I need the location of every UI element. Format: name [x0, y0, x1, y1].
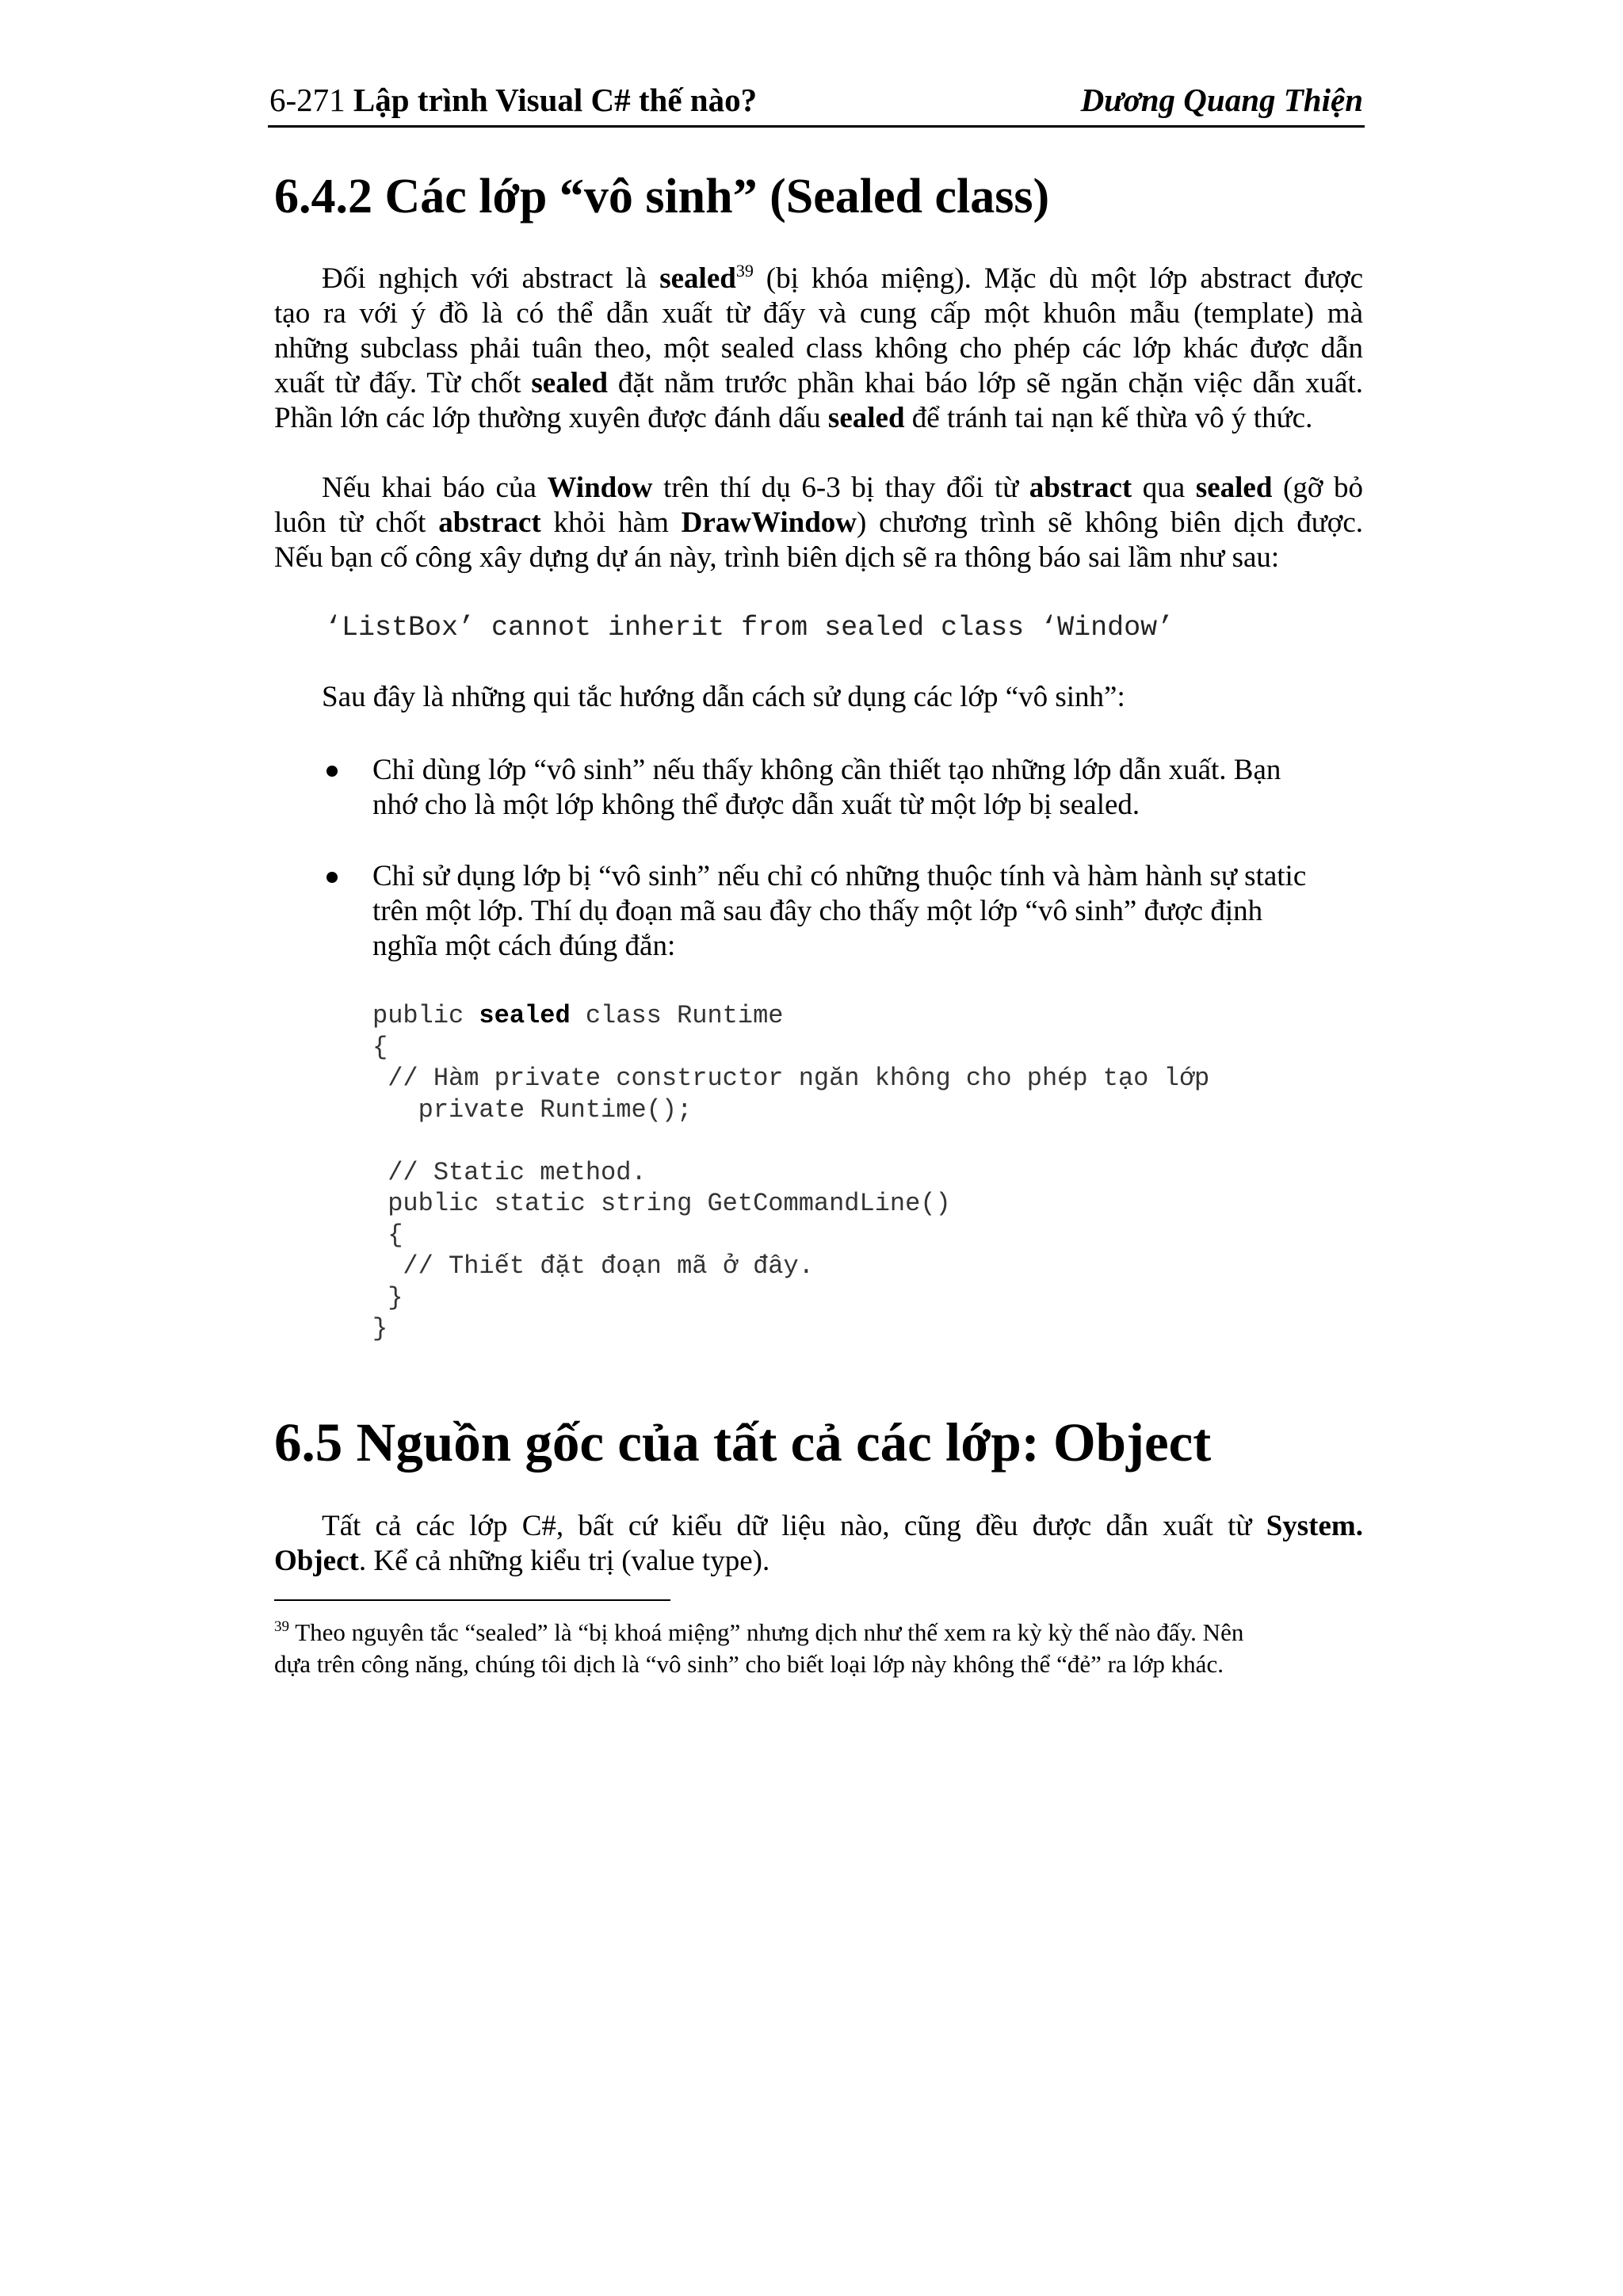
text-line: Nếu bạn cố công xây dựng dự án này, trình biên dịch sẽ ra thông báo sai lầm như sau: — [274, 541, 1280, 574]
rules-intro: Sau đây là những qui tắc hướng dẫn cách sử dụng các lớp “vô sinh”: — [322, 681, 1125, 713]
paragraph-sealed-intro — [274, 262, 1363, 436]
keyword-sealed: sealed — [1195, 472, 1273, 504]
text-line: những subclass phải tuân theo, một sealed class không cho phép các lớp khác được dẫn — [274, 332, 1363, 365]
code-line: public static string GetCommandLine() — [372, 1189, 951, 1218]
text-run: Tất cả các lớp C#, bất cứ kiểu dữ liệu nào, cũng đều được dẫn xuất từ — [322, 1510, 1266, 1542]
code-comment: // Hàm private constructor ngăn không cho phép tạo lớp — [372, 1064, 1210, 1093]
footnote-line: dựa trên công năng, chúng tôi dịch là “vô sinh” cho biết loại lớp này không thể “đẻ” ra lớp khác. — [274, 1650, 1224, 1678]
keyword-abstract: abstract — [1029, 472, 1132, 504]
text-line — [274, 1509, 1363, 1544]
paragraph-object — [274, 1509, 1363, 1579]
keyword-sealed: sealed — [827, 402, 905, 434]
bullet-2-line-2: trên một lớp. Thí dụ đoạn mã sau đây cho thấy một lớp “vô sinh” được định — [372, 895, 1263, 927]
text-run: xuất từ đấy. Từ chốt — [274, 367, 532, 399]
text-line — [274, 1544, 1363, 1579]
text-run: đặt nằm trước phần khai báo lớp sẽ ngăn chặn việc dẫn xuất. — [608, 367, 1363, 399]
keyword-system: System. — [1266, 1510, 1363, 1542]
code-line: } — [372, 1314, 388, 1343]
book-title: Lập trình Visual C# thế nào? — [353, 82, 758, 118]
code-comment: // Static method. — [372, 1157, 647, 1187]
code-line: } — [372, 1282, 403, 1312]
keyword-sealed: sealed — [659, 262, 736, 295]
text-run: trên thí dụ 6-3 bị thay đổi từ — [652, 472, 1029, 504]
bullet-1-line-2: nhớ cho là một lớp không thể được dẫn xuất từ một lớp bị sealed. — [372, 789, 1140, 821]
code-sample — [372, 1000, 1209, 1345]
code-line: { — [372, 1032, 388, 1062]
keyword-drawwindow: DrawWindow — [681, 506, 857, 539]
text-run: (bị khóa miệng). Mặc dù một lớp abstract được — [753, 262, 1363, 295]
header-rule — [268, 125, 1365, 128]
footnote-number: 39 — [274, 1618, 289, 1635]
text-line — [274, 506, 1363, 541]
text-run: Phần lớn các lớp thường xuyên được đánh dấu — [274, 402, 828, 434]
text-run: (gỡ bỏ — [1272, 472, 1363, 504]
header-left — [269, 79, 757, 120]
text-line: tạo ra với ý đồ là có thể dẫn xuất từ đấy và cung cấp một khuôn mẫu (template) mà — [274, 297, 1363, 330]
error-message: ‘ListBox’ cannot inherit from sealed class ‘Window’ — [325, 612, 1174, 644]
text-line — [274, 471, 1363, 506]
text-run: để tránh tai nạn kế thừa vô ý thức. — [904, 402, 1313, 434]
footnote-ref: 39 — [735, 261, 754, 281]
footnote-line — [274, 1617, 1363, 1648]
keyword-sealed: sealed — [531, 367, 609, 399]
code-comment: // Thiết đặt đoạn mã ở đây. — [372, 1251, 814, 1281]
code-token: public — [372, 1001, 479, 1030]
code-keyword-sealed: sealed — [479, 1001, 571, 1030]
author-name: Dương Quang Thiện — [1080, 82, 1363, 118]
bullet-icon — [327, 766, 338, 777]
bullet-1-line-1: Chỉ dùng lớp “vô sinh” nếu thấy không cần thiết tạo những lớp dẫn xuất. Bạn — [372, 754, 1281, 786]
paragraph-window-example — [274, 471, 1363, 575]
bullet-2-line-3: nghĩa một cách đúng đắn: — [372, 930, 676, 962]
text-run: Đối nghịch với abstract là — [322, 262, 660, 295]
text-run: Theo nguyên tắc “sealed” là “bị khoá miệng” nhưng dịch như thế xem ra kỳ kỳ thế nào đấy. Nên — [289, 1618, 1244, 1646]
text-line — [274, 401, 1363, 436]
footnote — [274, 1617, 1363, 1680]
text-run: Nếu khai báo của — [322, 472, 548, 504]
section-title-65: 6.5 Nguồn gốc của tất cả các lớp: Object — [274, 1412, 1212, 1473]
text-line — [274, 366, 1363, 401]
keyword-window: Window — [547, 472, 653, 504]
code-token: class Runtime — [570, 1001, 784, 1030]
code-line: private Runtime(); — [372, 1095, 693, 1125]
text-run: luôn từ chốt — [274, 506, 439, 539]
code-line: { — [372, 1220, 403, 1250]
text-run: . Kể cả những kiểu trị (value type). — [358, 1545, 770, 1577]
page-header — [269, 79, 1363, 127]
text-run: ) chương trình sẽ không biên dịch được. — [857, 506, 1363, 539]
keyword-object: Object — [274, 1545, 359, 1577]
text-line — [274, 262, 1363, 296]
footnote-rule — [274, 1599, 670, 1601]
bullet-icon — [327, 872, 338, 883]
text-run: qua — [1132, 472, 1196, 504]
section-title-642: 6.4.2 Các lớp “vô sinh” (Sealed class) — [274, 170, 1050, 223]
keyword-abstract: abstract — [438, 506, 541, 539]
bullet-2-line-1: Chỉ sử dụng lớp bị “vô sinh” nếu chỉ có những thuộc tính và hàm hành sự static — [372, 860, 1307, 892]
text-run: khỏi hàm — [540, 506, 682, 539]
page-number: 6-271 — [269, 82, 346, 118]
